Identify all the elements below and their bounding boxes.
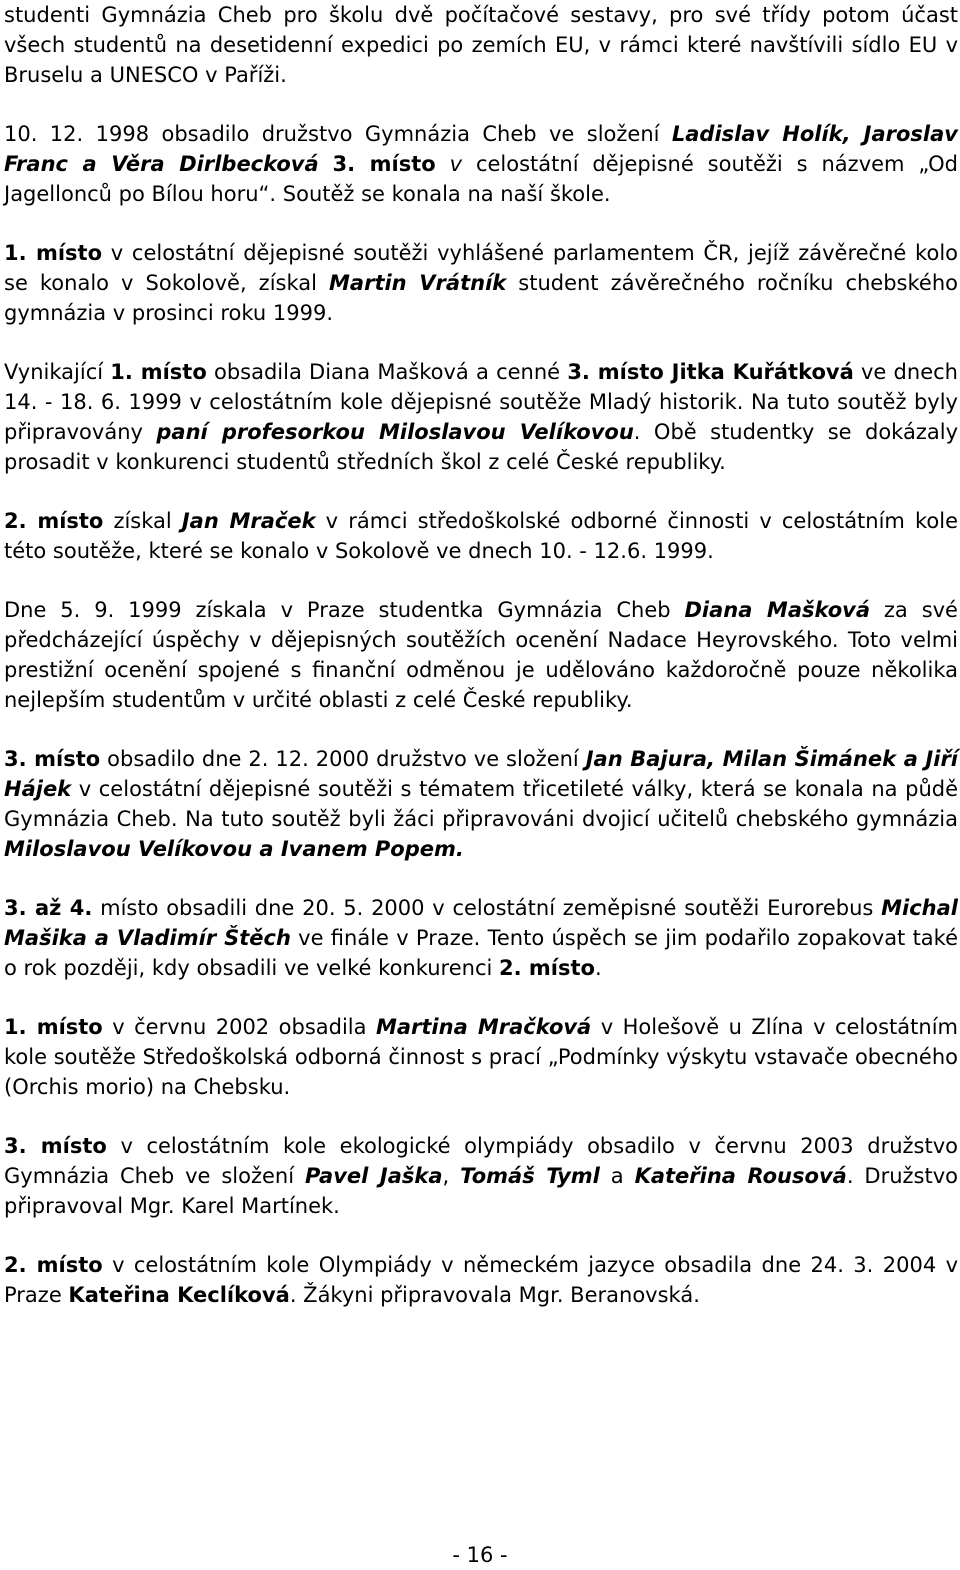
placement: 3. místo [332, 152, 436, 176]
student-name: Diana Mašková [684, 598, 870, 622]
text-run: . Žákyni připravovala Mgr. Beranovská. [289, 1283, 700, 1307]
text-run: v Holešově u Zlína v celostátním kole soutěže Středoškolská odborná činnost s prací „Podmínky výskytu vstavače obecného (Orchis morio) na Chebsku. [4, 1015, 958, 1099]
team-names: Jan Bajura, Milan Šimánek a Jiří Hájek [4, 747, 959, 801]
paragraph [4, 238, 958, 328]
team-names: Michal Mašika a Vladimír Štěch [4, 896, 958, 950]
student-name: Martina Mračková [375, 1015, 592, 1039]
text-run: za své předcházející úspěchy v dějepisných soutěžích ocenění Nadace Heyrovského. Toto velmi prestižní ocenění spojené s finanční odměnou je udělováno každoročně pouze několika nejlepším studentům v určité oblasti z celé České republiky. [4, 598, 958, 712]
placement: 2. místo [4, 509, 104, 533]
text-run: v celostátním kole Olympiády v německém jazyce obsadila dne 24. 3. 2004 v Praze [4, 1253, 958, 1307]
text-run: . Obě studentky se dokázaly prosadit v konkurenci studentů středních škol z celé České republiky. [4, 420, 958, 474]
text-run: obsadila Diana Mašková a cenné [206, 360, 568, 384]
student-name: Jan Mraček [181, 509, 316, 533]
placement: 3. místo Jitka Kuřátková [567, 360, 854, 384]
text-run: v celostátním kole ekologické olympiády obsadilo v červnu 2003 družstvo Gymnázia Cheb ve složení [4, 1134, 958, 1188]
placement: 3. místo [4, 747, 101, 771]
team-names: Ladislav Holík, Jaroslav Franc a Věra Dirlbecková [4, 122, 958, 176]
student-name: Kateřina Keclíková [68, 1283, 290, 1307]
text-run: ve finále v Praze. Tento úspěch se jim podařilo zopakovat také o rok později, kdy obsadili ve velké konkurenci [4, 926, 959, 980]
student-name: Martin Vrátník [329, 271, 507, 295]
text-run: v červnu 2002 obsadila [102, 1015, 376, 1039]
paragraph [4, 506, 958, 566]
text-run: celostátní dějepisné soutěži s názvem „Od Jagellonců po Bílou horu“. Soutěž se konala na naší škole. [4, 152, 958, 206]
text-run: obsadilo dne 2. 12. 2000 družstvo ve složení [100, 747, 586, 771]
placement: 2. místo [499, 956, 595, 980]
paragraph [4, 744, 958, 864]
text-run: v [449, 152, 463, 176]
text-run: student závěrečného ročníku chebského gymnázia v prosinci roku 1999. [4, 271, 958, 325]
placement: 1. místo [4, 241, 103, 265]
text-run: Dne 5. 9. 1999 získala v Praze studentka Gymnázia Cheb [4, 598, 685, 622]
page-number: - 16 - [452, 1543, 508, 1567]
placement: 1. místo [110, 360, 207, 384]
text-run: ve dnech 14. - 18. 6. 1999 v celostátním kole dějepisné soutěže Mladý historik. Na tuto soutěž byly připravovány [4, 360, 958, 444]
paragraph [4, 893, 958, 983]
text-run [436, 152, 450, 176]
teacher-name: paní profesorkou Miloslavou Velíkovou [156, 420, 634, 444]
text-run: , [442, 1164, 461, 1188]
document-body [4, 0, 958, 1339]
placement: 2. místo [4, 1253, 103, 1277]
student-name: Kateřina Rousová [634, 1164, 847, 1188]
text-run: Vynikající [4, 360, 111, 384]
paragraph [4, 1012, 958, 1102]
text-run: v celostátní dějepisné soutěži s tématem třicetileté války, která se konala na půdě Gymnázia Cheb. Na tuto soutěž byli žáci připravováni dvojicí učitelů chebského gymnázia [4, 777, 958, 831]
text-run: místo obsadili dne 20. 5. 2000 v celostátní zeměpisné soutěži Eurorebus [92, 896, 882, 920]
text-run: získal [103, 509, 182, 533]
placement: 3. místo [4, 1134, 107, 1158]
student-name: Pavel Jaška [304, 1164, 443, 1188]
teacher-names: Miloslavou Velíkovou a Ivanem Popem. [4, 837, 464, 861]
paragraph [4, 119, 958, 209]
placement: 1. místo [4, 1015, 103, 1039]
text-run: v rámci středoškolské odborné činnosti v celostátním kole této soutěže, které se konalo v Sokolově ve dnech 10. - 12.6. 1999. [4, 509, 958, 563]
text-run: a [599, 1164, 635, 1188]
text-run: studenti Gymnázia Cheb pro školu dvě počítačové sestavy, pro své třídy potom účast všech studentů na desetidenní expedici po zemích EU, v rámci které navštívili sídlo EU v Bruselu a UNESCO v Paříži. [4, 3, 958, 87]
placement: 3. až 4. [4, 896, 93, 920]
text-run: 10. 12. 1998 obsadilo družstvo Gymnázia Cheb ve složení [4, 122, 672, 146]
paragraph [4, 1250, 958, 1310]
student-name: Tomáš Tyml [460, 1164, 600, 1188]
paragraph [4, 595, 958, 715]
text-run [319, 152, 333, 176]
paragraph [4, 357, 958, 477]
text-run: v celostátní dějepisné soutěži vyhlášené parlamentem ČR, jejíž závěrečné kolo se konalo v Sokolově, získal [4, 241, 959, 295]
text-run: . Družstvo připravoval Mgr. Karel Martínek. [4, 1164, 958, 1218]
paragraph [4, 1131, 958, 1221]
paragraph [4, 0, 958, 90]
text-run: . [594, 956, 602, 980]
